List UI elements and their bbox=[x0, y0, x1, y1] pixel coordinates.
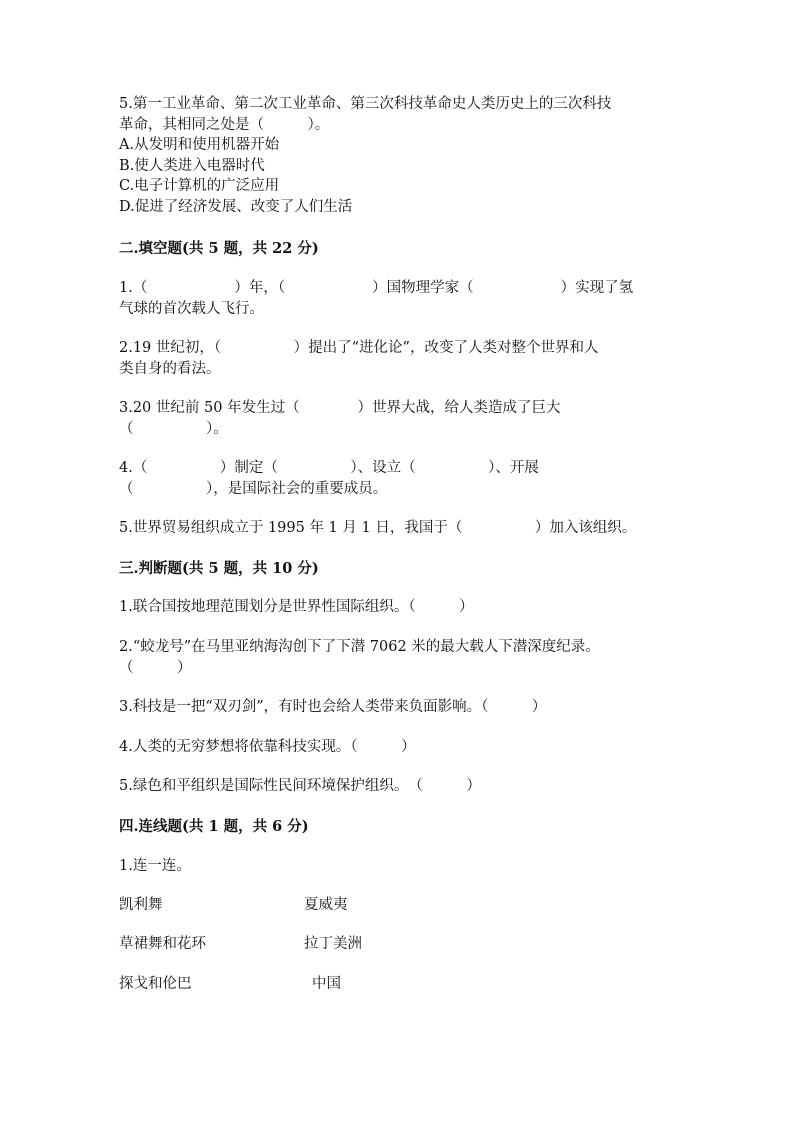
question-text-line-1: 1.（ ）年，（ ）国物理学家（ ）实现了氢 bbox=[119, 280, 634, 296]
section-heading-fill: 二.填空题(共 5 题，共 22 分) bbox=[119, 240, 319, 257]
judge-question-2 bbox=[119, 637, 600, 679]
question-text-line-2: （ ），是国际社会的重要成员。 bbox=[119, 481, 388, 497]
question-text-line-1: 5.世界贸易组织成立于 1995 年 1 月 1 日，我国于（ ）加入该组织。 bbox=[119, 520, 637, 536]
section-heading-match: 四.连线题(共 1 题，共 6 分) bbox=[119, 818, 309, 835]
question-text-line-1: 3.20 世纪前 50 年发生过（ ）世界大战，给人类造成了巨大 bbox=[119, 400, 561, 416]
judge-question-5 bbox=[119, 776, 481, 797]
fill-question-4 bbox=[119, 458, 539, 500]
question-text-line-2: （ ） bbox=[119, 660, 192, 676]
fill-question-5 bbox=[119, 518, 636, 539]
judge-question-1 bbox=[119, 597, 474, 618]
match-instruction: 1.连一连。 bbox=[119, 858, 191, 874]
question-text-line-2: 气球的首次载人飞行。 bbox=[119, 301, 264, 317]
question-text-line-1: 5.绿色和平组织是国际性民间环境保护组织。 （ ） bbox=[119, 778, 481, 794]
judge-question-4 bbox=[119, 737, 416, 758]
section-heading-judge: 三.判断题(共 5 题，共 10 分) bbox=[119, 560, 319, 577]
option-c: C.电子计算机的广泛应用 bbox=[119, 178, 280, 194]
question-text-line-2: 类自身的看法。 bbox=[119, 361, 221, 377]
question-text-line-1: 4.（ ）制定（ ）、设立（ ）、开展 bbox=[119, 460, 539, 476]
option-b: B.使人类进入电器时代 bbox=[119, 157, 265, 174]
question-text-line-1: 1.联合国按地理范围划分是世界性国际组织。（ ） bbox=[119, 599, 474, 615]
question-text-line-1: 3.科技是一把“双刃剑”，有时也会给人类带来负面影响。（ ） bbox=[119, 699, 547, 715]
question-text-line-1: 4.人类的无穷梦想将依靠科技实现。（ ） bbox=[119, 739, 416, 755]
match-right-item: 拉丁美洲 bbox=[304, 936, 362, 952]
match-right-item: 夏威夷 bbox=[304, 897, 348, 913]
choice-question-5 bbox=[119, 94, 611, 217]
option-a: A.从发明和使用机器开始 bbox=[119, 137, 280, 153]
match-right-item: 中国 bbox=[312, 976, 341, 992]
option-d: D.促进了经济发展、改变了人们生活 bbox=[119, 198, 353, 215]
match-left-item: 草裙舞和花环 bbox=[119, 936, 206, 952]
fill-question-1 bbox=[119, 278, 633, 320]
match-left-item: 凯利舞 bbox=[119, 897, 163, 913]
question-text-line-1: 2.19 世纪初，（ ）提出了“进化论”，改变了人类对整个世界和人 bbox=[119, 340, 599, 356]
judge-question-3 bbox=[119, 697, 546, 718]
fill-question-3 bbox=[119, 398, 561, 440]
question-text-line-1: 5.第一工业革命、第二次工业革命、第三次科技革命史人类历史上的三次科技 bbox=[119, 96, 612, 112]
question-text-line-1: 2.“蛟龙号”在马里亚纳海沟创下了下潜 7062 米的最大载人下潜深度纪录。 bbox=[119, 639, 600, 655]
match-left-item: 探戈和伦巴 bbox=[119, 976, 192, 992]
question-text-line-2: （ ）。 bbox=[119, 421, 228, 437]
fill-question-2 bbox=[119, 338, 598, 380]
question-text-line-2: 革命，其相同之处是（ ）。 bbox=[119, 116, 330, 133]
